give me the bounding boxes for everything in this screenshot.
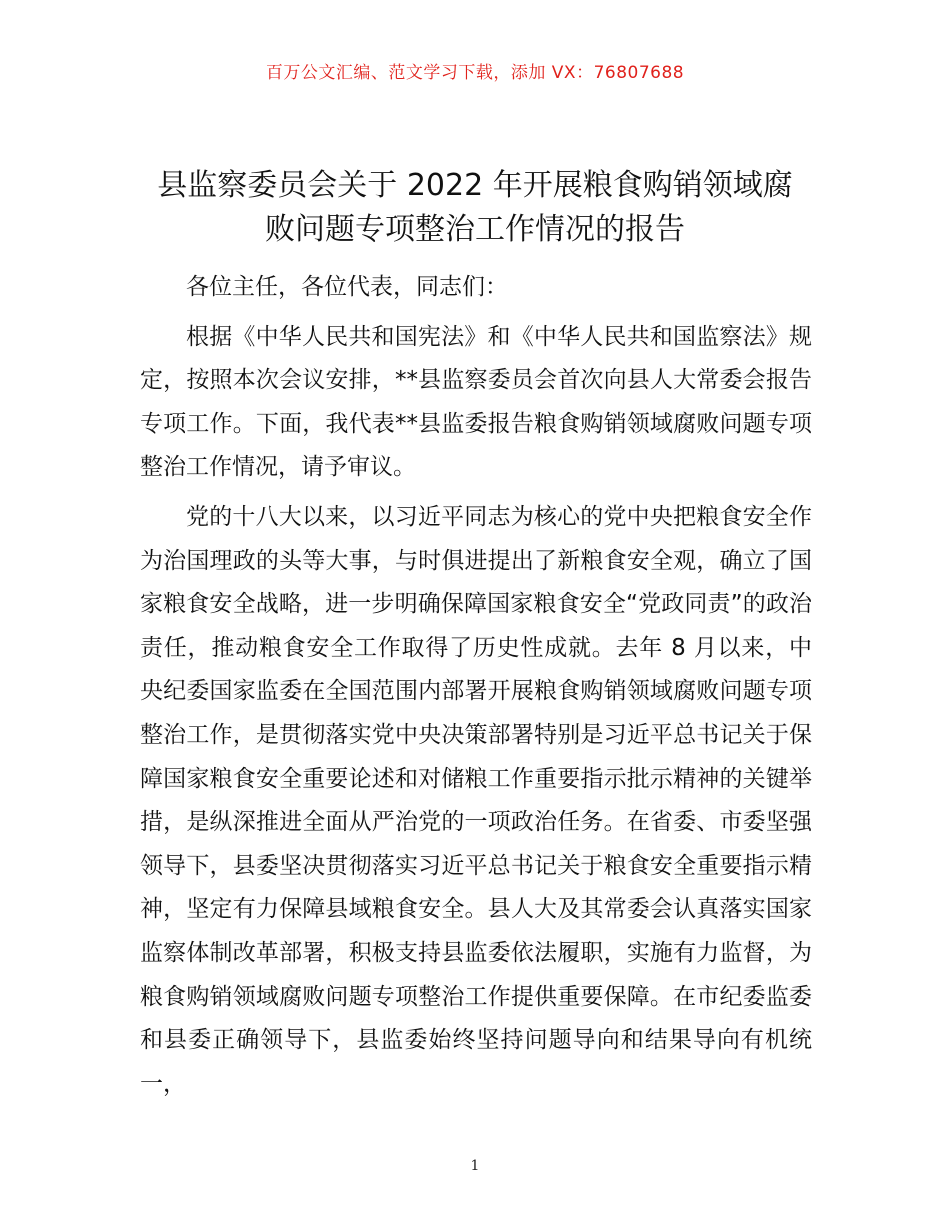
intro-paragraph: 根据《中华人民共和国宪法》和《中华人民共和国监察法》规定，按照本次会议安排，**县监察委员会首次向县人大常委会报告专项工作。下面，我代表**县监委报告粮食购销领域腐败问题专项整治工作情况，请予审议。 bbox=[140, 323, 812, 481]
page-number: 1 bbox=[470, 1158, 480, 1174]
title-line-1: 县监察委员会关于 2022 年开展粮食购销领域腐 bbox=[157, 168, 793, 203]
document-title bbox=[120, 164, 830, 252]
body-paragraph: 党的十八大以来，以习近平同志为核心的党中央把粮食安全作为治国理政的头等大事，与时俱进提出了新粮食安全观，确立了国家粮食安全战略，进一步明确保障国家粮食安全“党政同责”的政治责任，推动粮食安全工作取得了历史性成就。去年 8 月以来，中央纪委国家监委在全国范围内部署开展粮食购销领域腐败问题专项整治工作，是贯彻落实党中央决策部署特别是习近平总书记关于保障国家粮食安全重要论述和对储粮工作重要指示批示精神的关键举措，是纵深推进全面从严治党的一项政治任务。在省委、市委坚强领导下，县委坚决贯彻落实习近平总书记关于粮食安全重要指示精神，坚定有力保障县域粮食安全。县人大及其常委会认真落实国家监察体制改革部署，积极支持县监委依法履职，实施有力监督，为粮食购销领域腐败问题专项整治工作提供重要保障。在市纪委监委和县委正确领导下，县监委始终坚持问题导向和结果导向有机统一， bbox=[140, 503, 812, 1097]
header-banner: 百万公文汇编、范文学习下载，添加 VX：76807688 bbox=[265, 63, 685, 83]
document-body bbox=[140, 266, 812, 1106]
title-line-2: 败问题专项整治工作情况的报告 bbox=[265, 212, 685, 247]
salutation-paragraph: 各位主任，各位代表，同志们： bbox=[186, 274, 508, 300]
